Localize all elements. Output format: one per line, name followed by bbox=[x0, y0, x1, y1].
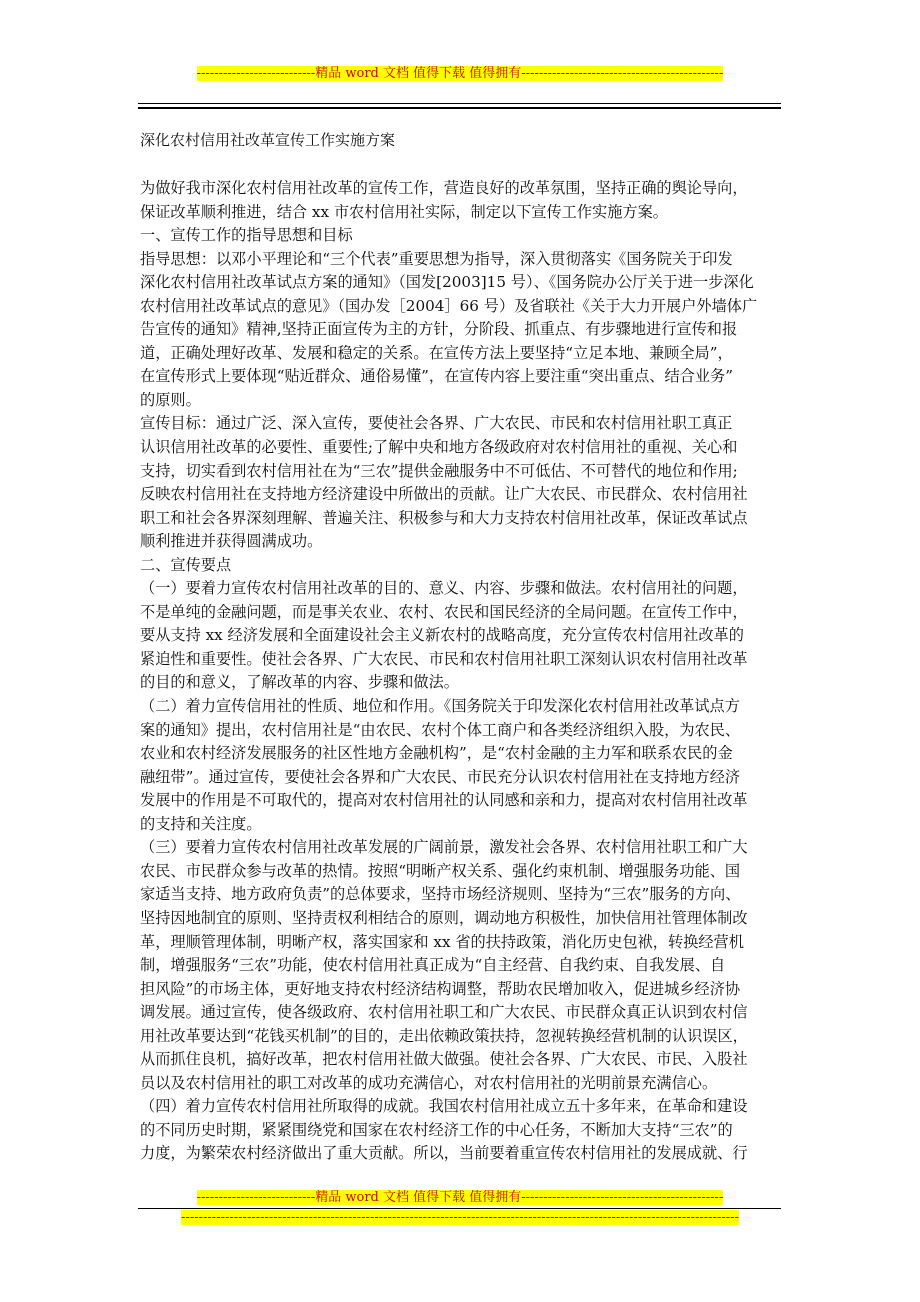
body-line: 认识信用社改革的必要性、重要性;了解中央和地方各级政府对农村信用社的重视、关心和 bbox=[140, 438, 738, 457]
body-line: 指导思想：以邓小平理论和“三个代表”重要思想为指导，深入贯彻落实《国务院关于印发 bbox=[140, 249, 733, 268]
body-line: （二）着力宣传信用社的性质、地位和作用。《国务院关于印发深化农村信用社改革试点方 bbox=[140, 697, 740, 716]
bottom-dash-line bbox=[0, 1210, 920, 1226]
body-line: 要从支持 xx 经济发展和全面建设社会主义新农村的战略高度，充分宣传农村信用社改革的 bbox=[140, 626, 744, 645]
body-line: 顺利推进并获得圆满成功。 bbox=[140, 532, 323, 551]
body-line: 为做好我市深化农村信用社改革的宣传工作，营造良好的改革氛围，坚持正确的舆论导向， bbox=[140, 179, 748, 197]
body-line: 告宣传的通知》精神,坚持正面宣传为主的方针，分阶段、抓重点、有步骤地进行宣传和报 bbox=[140, 320, 738, 339]
body-line: 支持，切实看到农村信用社在为“三农”提供金融服务中不可低估、不可替代的地位和作用; bbox=[140, 461, 738, 480]
body-line: 融纽带”。通过宣传，要使社会各界和广大农民、市民充分认识农村信用社在支持地方经济 bbox=[140, 767, 741, 786]
body-line: 发展中的作用是不可取代的，提高对农村信用社的认同感和亲和力，提高对农村信用社改革 bbox=[140, 791, 748, 810]
body-line: 调发展。通过宣传，使各级政府、农村信用社职工和广大农民、市民群众真正认识到农村信 bbox=[140, 1003, 748, 1022]
body-line: 职工和社会各界深刻理解、普遍关注、积极参与和大力支持农村信用社改革，保证改革试点 bbox=[140, 508, 748, 527]
body-line: 一、宣传工作的指导思想和目标 bbox=[140, 226, 353, 245]
body-line: 农民、市民群众参与改革的热情。按照“明晰产权关系、强化约束机制、增强服务功能、国 bbox=[140, 861, 741, 880]
body-line: （三）要着力宣传农村信用社改革发展的广阔前景，激发社会各界、农村信用社职工和广大 bbox=[140, 838, 748, 857]
body-line: 从而抓住良机，搞好改革，把农村信用社做大做强。使社会各界、广大农民、市民、入股社 bbox=[140, 1050, 748, 1069]
body-line: 宣传目标：通过广泛、深入宣传，要使社会各界、广大农民、市民和农村信用社职工真正 bbox=[140, 414, 733, 433]
body-line: 农村信用社改革试点的意见》（国办发［2004］66 号）及省联社《关于大力开展户外墙体广 bbox=[140, 296, 758, 315]
body-line: 保证改革顺利推进，结合 xx 市农村信用社实际，制定以下宣传工作实施方案。 bbox=[140, 202, 668, 221]
body-line: 的原则。 bbox=[140, 390, 201, 409]
body-line: 二、宣传要点 bbox=[140, 555, 232, 574]
body-line: 坚持因地制宜的原则、坚持责权利相结合的原则，调动地方积极性，加快信用社管理体制改 bbox=[140, 908, 748, 927]
footer-rule bbox=[138, 1208, 781, 1209]
body-line: 担风险”的市场主体，更好地支持农村经济结构调整，帮助农民增加收入，促进城乡经济协 bbox=[140, 979, 741, 998]
body-line: 紧迫性和重要性。使社会各界、广大农民、市民和农村信用社职工深刻认识农村信用社改革 bbox=[140, 649, 748, 668]
body-line: 革，理顺管理体制，明晰产权，落实国家和 xx 省的扶持政策，消化历史包袱，转换经营机 bbox=[140, 932, 744, 951]
body-line: （四）着力宣传农村信用社所取得的成就。我国农村信用社成立五十多年来，在革命和建设 bbox=[140, 1097, 748, 1116]
body-line: 力度，为繁荣农村经济做出了重大贡献。所以，当前要着重宣传农村信用社的发展成就、行 bbox=[140, 1144, 748, 1163]
body-line: （一）要着力宣传农村信用社改革的目的、意义、内容、步骤和做法。农村信用社的问题， bbox=[140, 579, 748, 598]
body-line: 员以及农村信用社的职工对改革的成功充满信心，对农村信用社的光明前景充满信心。 bbox=[140, 1073, 718, 1092]
body-line: 的目的和意义，了解改革的内容、步骤和做法。 bbox=[140, 673, 459, 692]
body-line: 在宣传形式上要体现“贴近群众、通俗易懂”，在宣传内容上要注重“突出重点、结合业务” bbox=[140, 367, 733, 386]
body-line: 家适当支持、地方政府负责”的总体要求，坚持市场经济规则、坚持为“三农”服务的方向、 bbox=[140, 885, 741, 904]
bottom-banner-text: ---------------------------精品 word 文档 值得下载 值得拥有---------------------------------------------- bbox=[196, 1190, 724, 1205]
document-body bbox=[140, 177, 785, 1166]
body-line: 的支持和关注度。 bbox=[140, 814, 262, 833]
body-line: 农业和农村经济发展服务的社区性地方金融机构”，是“农村金融的主力军和联系农民的金 bbox=[140, 744, 733, 763]
top-banner-text: ---------------------------精品 word 文档 值得下载 值得拥有---------------------------------------------- bbox=[196, 66, 724, 81]
document-title: 深化农村信用社改革宣传工作实施方案 bbox=[140, 131, 396, 149]
header-rule-thick bbox=[138, 107, 781, 109]
body-line: 制，增强服务“三农”功能，使农村信用社真正成为“自主经营、自我约束、自我发展、自 bbox=[140, 956, 726, 975]
header-rule-thin bbox=[138, 103, 781, 104]
body-line: 不是单纯的金融问题，而是事关农业、农村、农民和国民经济的全局问题。在宣传工作中， bbox=[140, 602, 748, 621]
body-line: 案的通知》提出，农村信用社是“由农民、农村个体工商户和各类经济组织入股，为农民、 bbox=[140, 720, 741, 739]
body-line: 用社改革要达到“花钱买机制”的目的，走出依赖政策扶持，忽视转换经营机制的认识误区， bbox=[140, 1026, 748, 1045]
body-line: 深化农村信用社改革试点方案的通知》（国发[2003]15 号）、《国务院办公厅关于进一步深化 bbox=[140, 273, 754, 292]
bottom-dash-text: ------------------------------------------------------------------------------------------------------------------------------- bbox=[181, 1210, 739, 1225]
top-banner bbox=[0, 66, 920, 82]
body-line: 反映农村信用社在支持地方经济建设中所做出的贡献。让广大农民、市民群众、农村信用社 bbox=[140, 485, 748, 504]
bottom-banner bbox=[0, 1190, 920, 1206]
body-line: 的不同历史时期，紧紧围绕党和国家在农村经济工作的中心任务，不断加大支持“三农”的 bbox=[140, 1120, 733, 1139]
body-line: 道，正确处理好改革、发展和稳定的关系。在宣传方法上要坚持“立足本地、兼顾全局”， bbox=[140, 343, 733, 362]
